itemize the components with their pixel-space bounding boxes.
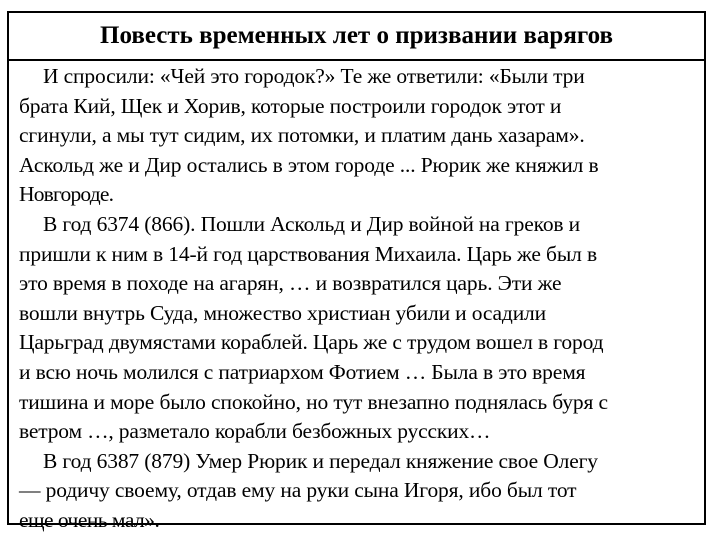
text-line: брата Кий, Щек и Хорив, которые построили городок этот и [19, 93, 562, 118]
text-line: В год 6387 (879) Умер Рюрик и передал княжение свое Олегу [43, 448, 598, 473]
text-line: и всю ночь молился с патриархом Фотием … Была в это время [19, 359, 586, 384]
text-line: И спросили: «Чей это городок?» Те же ответили: «Были три [43, 64, 585, 88]
text-line: Новгороде. [19, 182, 114, 207]
text-line: пришли к ним в 14-й год царствования Михаила. Царь же был в [19, 241, 598, 266]
text-line: тишина и море было спокойно, но тут внезапно поднялась буря с [19, 389, 608, 414]
text-line: В год 6374 (866). Пошли Аскольд и Дир войной на греков и [43, 211, 581, 236]
text-line: ветром …, разметало корабли безбожных русских… [19, 419, 491, 444]
document-body [19, 62, 699, 536]
text-line: Аскольд же и Дир остались в этом городе ... Рюрик же княжил в [19, 152, 599, 177]
text-line: Царьград двумястами кораблей. Царь же с трудом вошел в город [19, 330, 604, 355]
text-frame [7, 11, 706, 532]
text-line: — родичу своему, отдав ему на руки сына Игоря, ибо был тот [19, 478, 577, 503]
text-line: это время в походе на агарян, … и возвратился царь. Эти же [19, 271, 562, 296]
title-row [9, 13, 704, 61]
text-line: сгинули, а мы тут сидим, их потомки, и платим дань хазарам». [19, 123, 585, 148]
text-line: еще очень мал». [19, 507, 160, 532]
document-title: Повесть временных лет о призвании варягов [100, 22, 613, 49]
text-line: вошли внутрь Суда, множество христиан убили и осадили [19, 300, 546, 325]
